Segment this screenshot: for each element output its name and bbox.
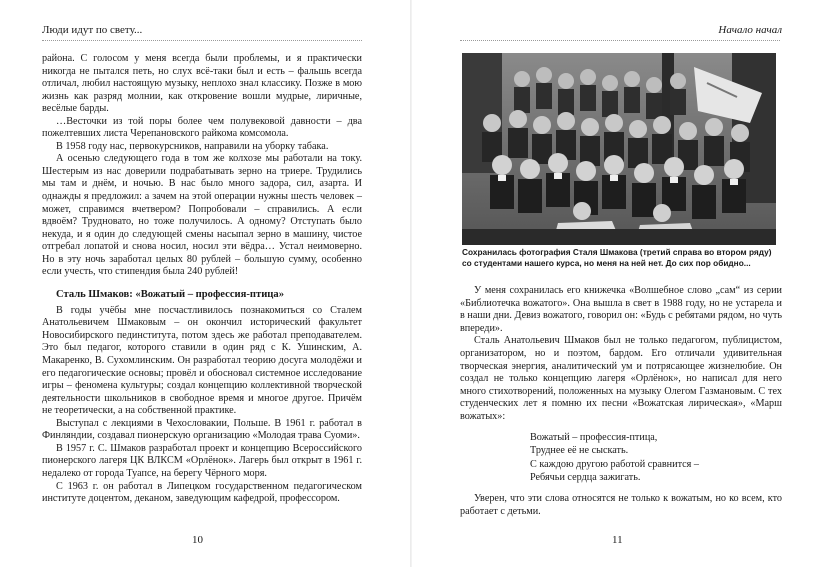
paragraph: Уверен, что эти слова относятся не только к вожатым, но ко всем, кто работает с детьми. <box>460 493 782 517</box>
left-page-text <box>42 53 362 506</box>
caption-line: со студентами нашего курса, но меня на ней нет. До сих пор обидно... <box>462 258 751 268</box>
poem-quote <box>530 431 699 485</box>
page-number-right: 11 <box>612 534 623 546</box>
paragraph: В 1958 году нас, первокурсников, направили на уборку табака. <box>56 140 329 152</box>
paragraph: Выступал с лекциями в Чехословакии, Польше. В 1961 г. работал в Финляндии, создавал пионерскую организацию «Молодая трава Суоми». <box>42 417 362 442</box>
paragraph: …Весточки из той поры более чем полувековой давности – два пожелтевших листа Черепановского райкома комсомола. <box>42 115 362 140</box>
paragraph: У меня сохранилась его книжечка «Волшебное слово „сам“ из серии «Библиотечка вожатого». Она вышла в свет в 1988 году, но не устарела и в наши дни. Девиз вожатого, говорил он: «Будь с ребятами рядом, но чуть впереди». <box>460 285 782 334</box>
header-rule-left <box>42 40 362 41</box>
section-heading: Сталь Шмаков: «Вожатый – профессия-птица» <box>56 288 284 300</box>
caption-line: Сохранилась фотография Сталя Шмакова (третий справа во втором ряду) <box>462 247 772 257</box>
paragraph: района. С голосом у меня всегда были проблемы, и я практически никогда не пытался петь, но слух всё-таки был и есть – фальшь всегда отличал, любил настоящую музыку, неплохо знал классику. Позже в мою жизнь как разряд молнии, как откровение вошли мудрые, лиричные, весёлые барды. <box>42 53 362 115</box>
photo-caption <box>462 247 782 269</box>
paragraph: В 1957 г. С. Шмаков разработал проект и концепцию Всероссийского пионерского лагеря ЦК ВЛКСМ «Орлёнок». Лагерь был открыт в 1961 г. недалеко от города Туапсе, на берегу Чёрного моря. <box>42 442 362 479</box>
page-number-left: 10 <box>192 534 203 546</box>
poem-line: С каждою другою работой сравнится – <box>530 458 699 470</box>
right-page <box>412 0 822 567</box>
paragraph: С 1963 г. он работал в Липецком государственном педагогическом институте доцентом, деканом, заведующим кафедрой, профессором. <box>42 480 362 505</box>
group-photo <box>462 53 776 245</box>
paragraph: В годы учёбы мне посчастливилось познакомиться со Сталем Анатольевичем Шмаковым – он окончил исторический факультет Новосибирского пединститута, потом здесь же работал преподавателем. Это был педагог, которого ставили в один ряд с К. Ушинским, А. Макаренко, В. Сухомлинским. Он разработал теорию досуга молодёжи и его педагогические основы; провёл и обосновал системное исследование игры – феномена культуры; создал концепцию коллективной творческой деятельности школьников в свободное время и многое другое. Причём не теоретически, а на собственной практике. <box>42 304 362 417</box>
poem-line: Вожатый – профессия-птица, <box>530 432 658 443</box>
left-page <box>0 0 410 567</box>
paragraph: Сталь Анатольевич Шмаков был не только педагогом, публицистом, организатором, но и поэтом, бардом. Его отличали удивительная творческая энергия, аналитический ум и потрясающее жизнелюбие. Он создал не только концепцию лагеря «Орлёнок», но написал для него много стихотворений, положенных на музыку Олегом Газмановым. С тех студенческих лет я помню их песни «Вожатская лирическая», «Марш вожатых»: <box>460 335 782 422</box>
running-head-left: Люди идут по свету... <box>42 24 143 36</box>
right-page-text <box>460 285 782 424</box>
paragraph: А осенью следующего года в том же колхозе мы работали на току. Шестерым из нас доверили подрабатывать зерно на триере. Трудились мы там и днём, и ночью. В нас было много задора, сил, азарта. И однажды я предложил: а зачем на этой операции нужны шесть человек – может, справимся вчетвером? Попробовали – справились. А если вдвоём? Трудновато, но тоже получилось. А одному? Отступать было некуда, и я один до следующей смены насыпал зерно в машину, чистое отгребал лопатой и снова носил, носил эти вёдра… Устал неимоверно. Но в эту ночь заработал целых 80 рублей – большую сумму, особенно если учесть, что стипендия была 240 рублей! <box>42 153 362 278</box>
running-head-right: Начало начал <box>718 24 782 36</box>
header-rule-right <box>460 40 780 41</box>
closing-paragraph-block <box>460 493 782 518</box>
poem-line: Труднее её не сыскать. <box>530 445 629 457</box>
group-photo-illustration <box>462 53 776 245</box>
poem-line: Ребячьи сердца зажигать. <box>530 472 641 484</box>
